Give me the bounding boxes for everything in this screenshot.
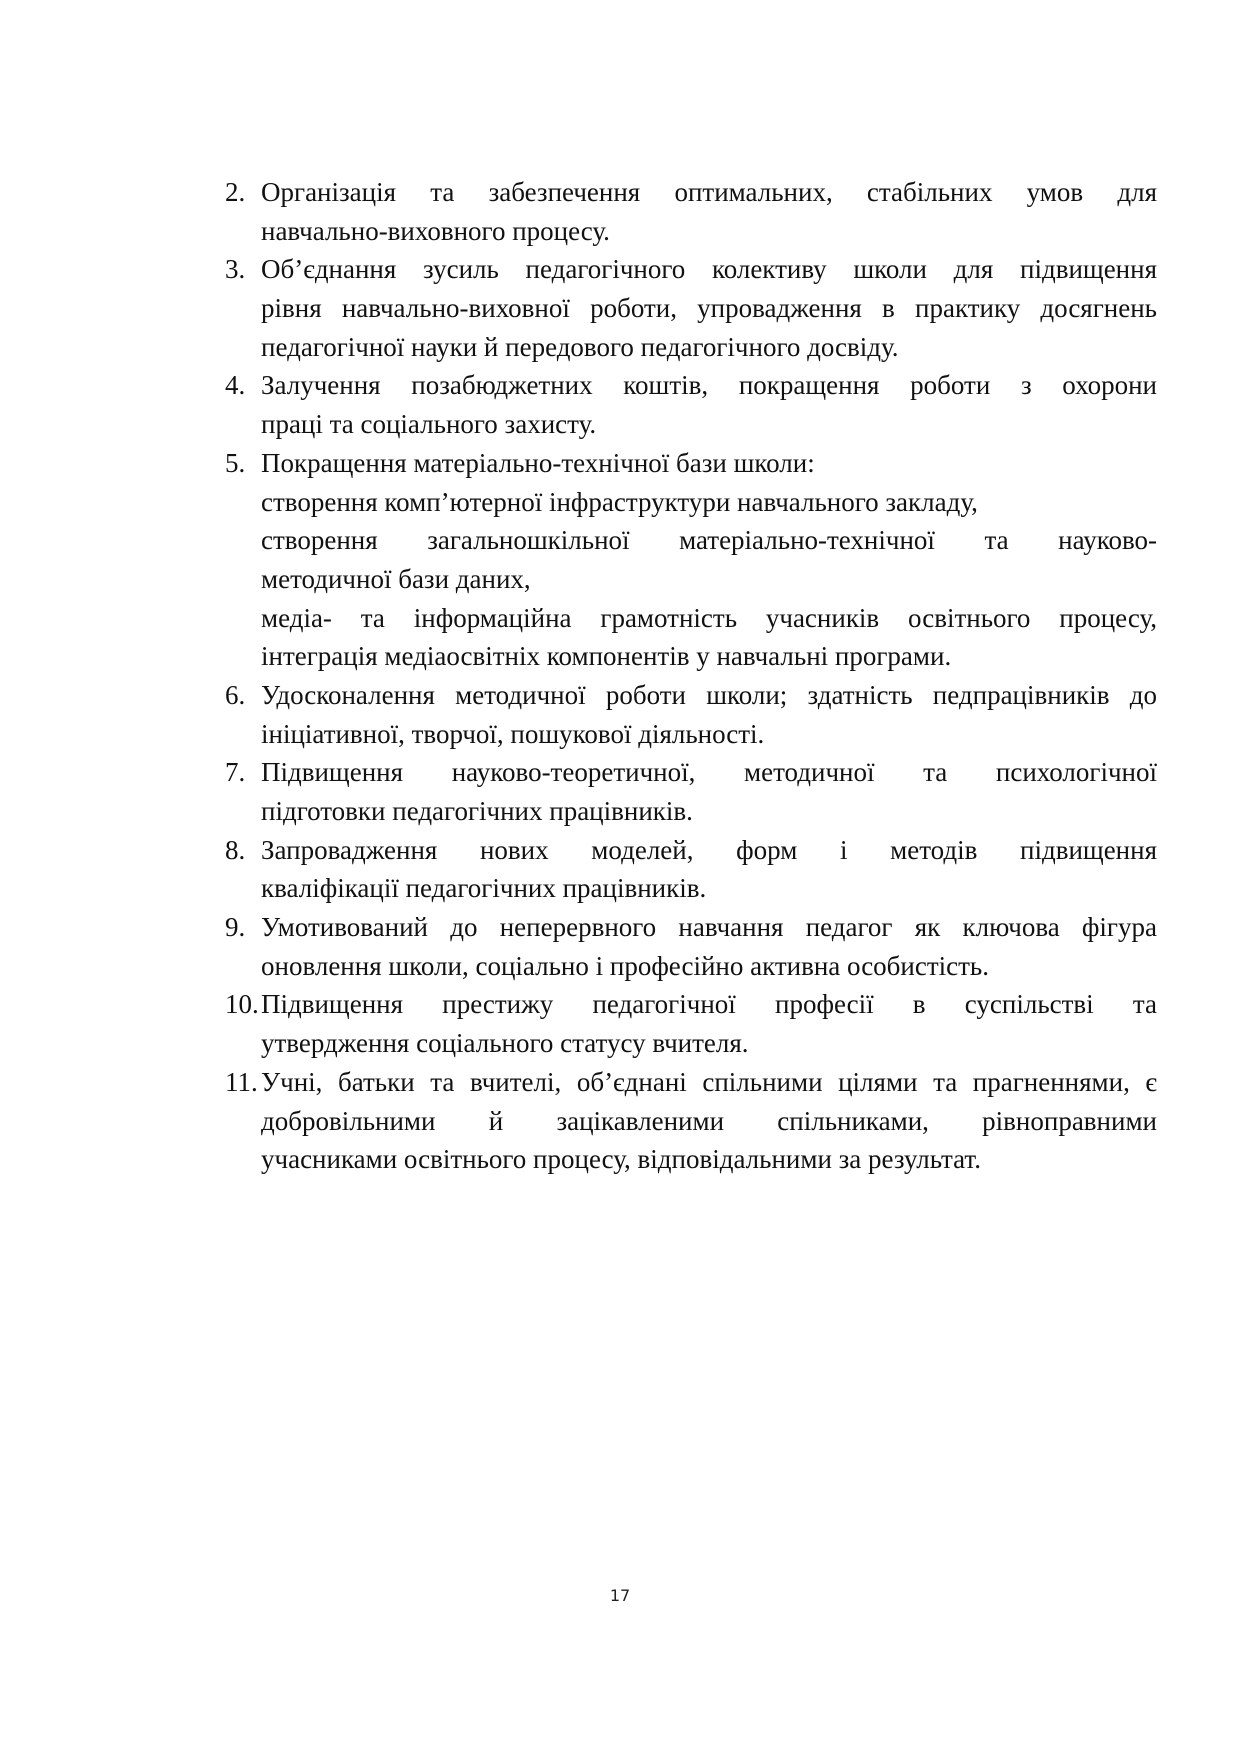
list-item-line: Підвищення престижу педагогічної професії в суспільстві та (261, 989, 1157, 1020)
list-item-line: Запровадження нових моделей, форм і методів підвищення (261, 834, 1157, 865)
list-item-line: оновлення школи, соціально і професійно активна особистість. (261, 950, 989, 981)
list-item-number: 7. (225, 757, 246, 788)
list-item (225, 1063, 1157, 1179)
list-item-line: створення комп’ютерної інфраструктури навчального закладу, (261, 486, 978, 517)
list-item-number: 11. (225, 1066, 258, 1097)
list-item-line: утвердження соціального статусу вчителя. (261, 1028, 749, 1059)
list-item-line: Удосконалення методичної роботи школи; здатність педпрацівників до (261, 679, 1157, 710)
list-item-number: 2. (225, 177, 246, 207)
list-item-number: 10. (225, 989, 259, 1020)
list-item (225, 676, 1157, 753)
list-item-line: Організація та забезпечення оптимальних, стабільних умов для (261, 177, 1157, 207)
list-item (225, 444, 1157, 676)
list-item-line: рівня навчально-виховної роботи, упровадження в практику досягнень (261, 293, 1157, 324)
list-item-line: Підвищення науково-теоретичної, методичної та психологічної (261, 757, 1157, 788)
list-item (225, 985, 1157, 1062)
list-item-line: медіа- та інформаційна грамотність учасників освітнього процесу, (261, 602, 1157, 633)
list-item-line: добровільними й зацікавленими спільниками, рівноправними (261, 1105, 1157, 1136)
numbered-list (225, 173, 1157, 1179)
list-item (225, 908, 1157, 985)
list-item-number: 6. (225, 679, 246, 710)
list-item (225, 173, 1157, 250)
list-item-number: 5. (225, 447, 246, 478)
list-item (225, 366, 1157, 443)
list-item-line: праці та соціального захисту. (261, 409, 597, 440)
list-item-line: Об’єднання зусиль педагогічного колективу школи для підвищення (261, 254, 1157, 285)
list-item-line: Залучення позабюджетних коштів, покращення роботи з охорони (261, 370, 1157, 401)
list-item-line: методичної бази даних, (261, 563, 531, 594)
list-item-number: 3. (225, 254, 246, 285)
list-item-number: 4. (225, 370, 246, 401)
list-item-line: ініціативної, творчої, пошукової діяльності. (261, 718, 765, 749)
list-item-line: кваліфікації педагогічних працівників. (261, 873, 707, 904)
list-item-line: підготовки педагогічних працівників. (261, 796, 693, 826)
list-item-line: Умотивований до неперервного навчання педагог як ключова фігура (261, 912, 1157, 943)
list-item-line: Покращення матеріально-технічної бази школи: (261, 447, 815, 478)
list-item-line: навчально-виховного процесу. (261, 215, 610, 246)
list-item (225, 831, 1157, 908)
list-item-number: 9. (225, 912, 246, 943)
list-item-line: інтеграція медіаосвітніх компонентів у навчальні програми. (261, 641, 952, 672)
list-item-line: педагогічної науки й передового педагогічного досвіду. (261, 331, 899, 362)
list-item-number: 8. (225, 834, 246, 865)
list-item-line: учасниками освітнього процесу, відповідальними за результат. (261, 1144, 981, 1175)
page-number: 17 (609, 1586, 631, 1605)
list-item-line: Учні, батьки та вчителі, об’єднані спільними цілями та прагненнями, є (261, 1066, 1157, 1097)
list-item-line: створення загальношкільної матеріально-технічної та науково- (261, 525, 1157, 556)
list-item (225, 250, 1157, 366)
list-item (225, 753, 1157, 830)
